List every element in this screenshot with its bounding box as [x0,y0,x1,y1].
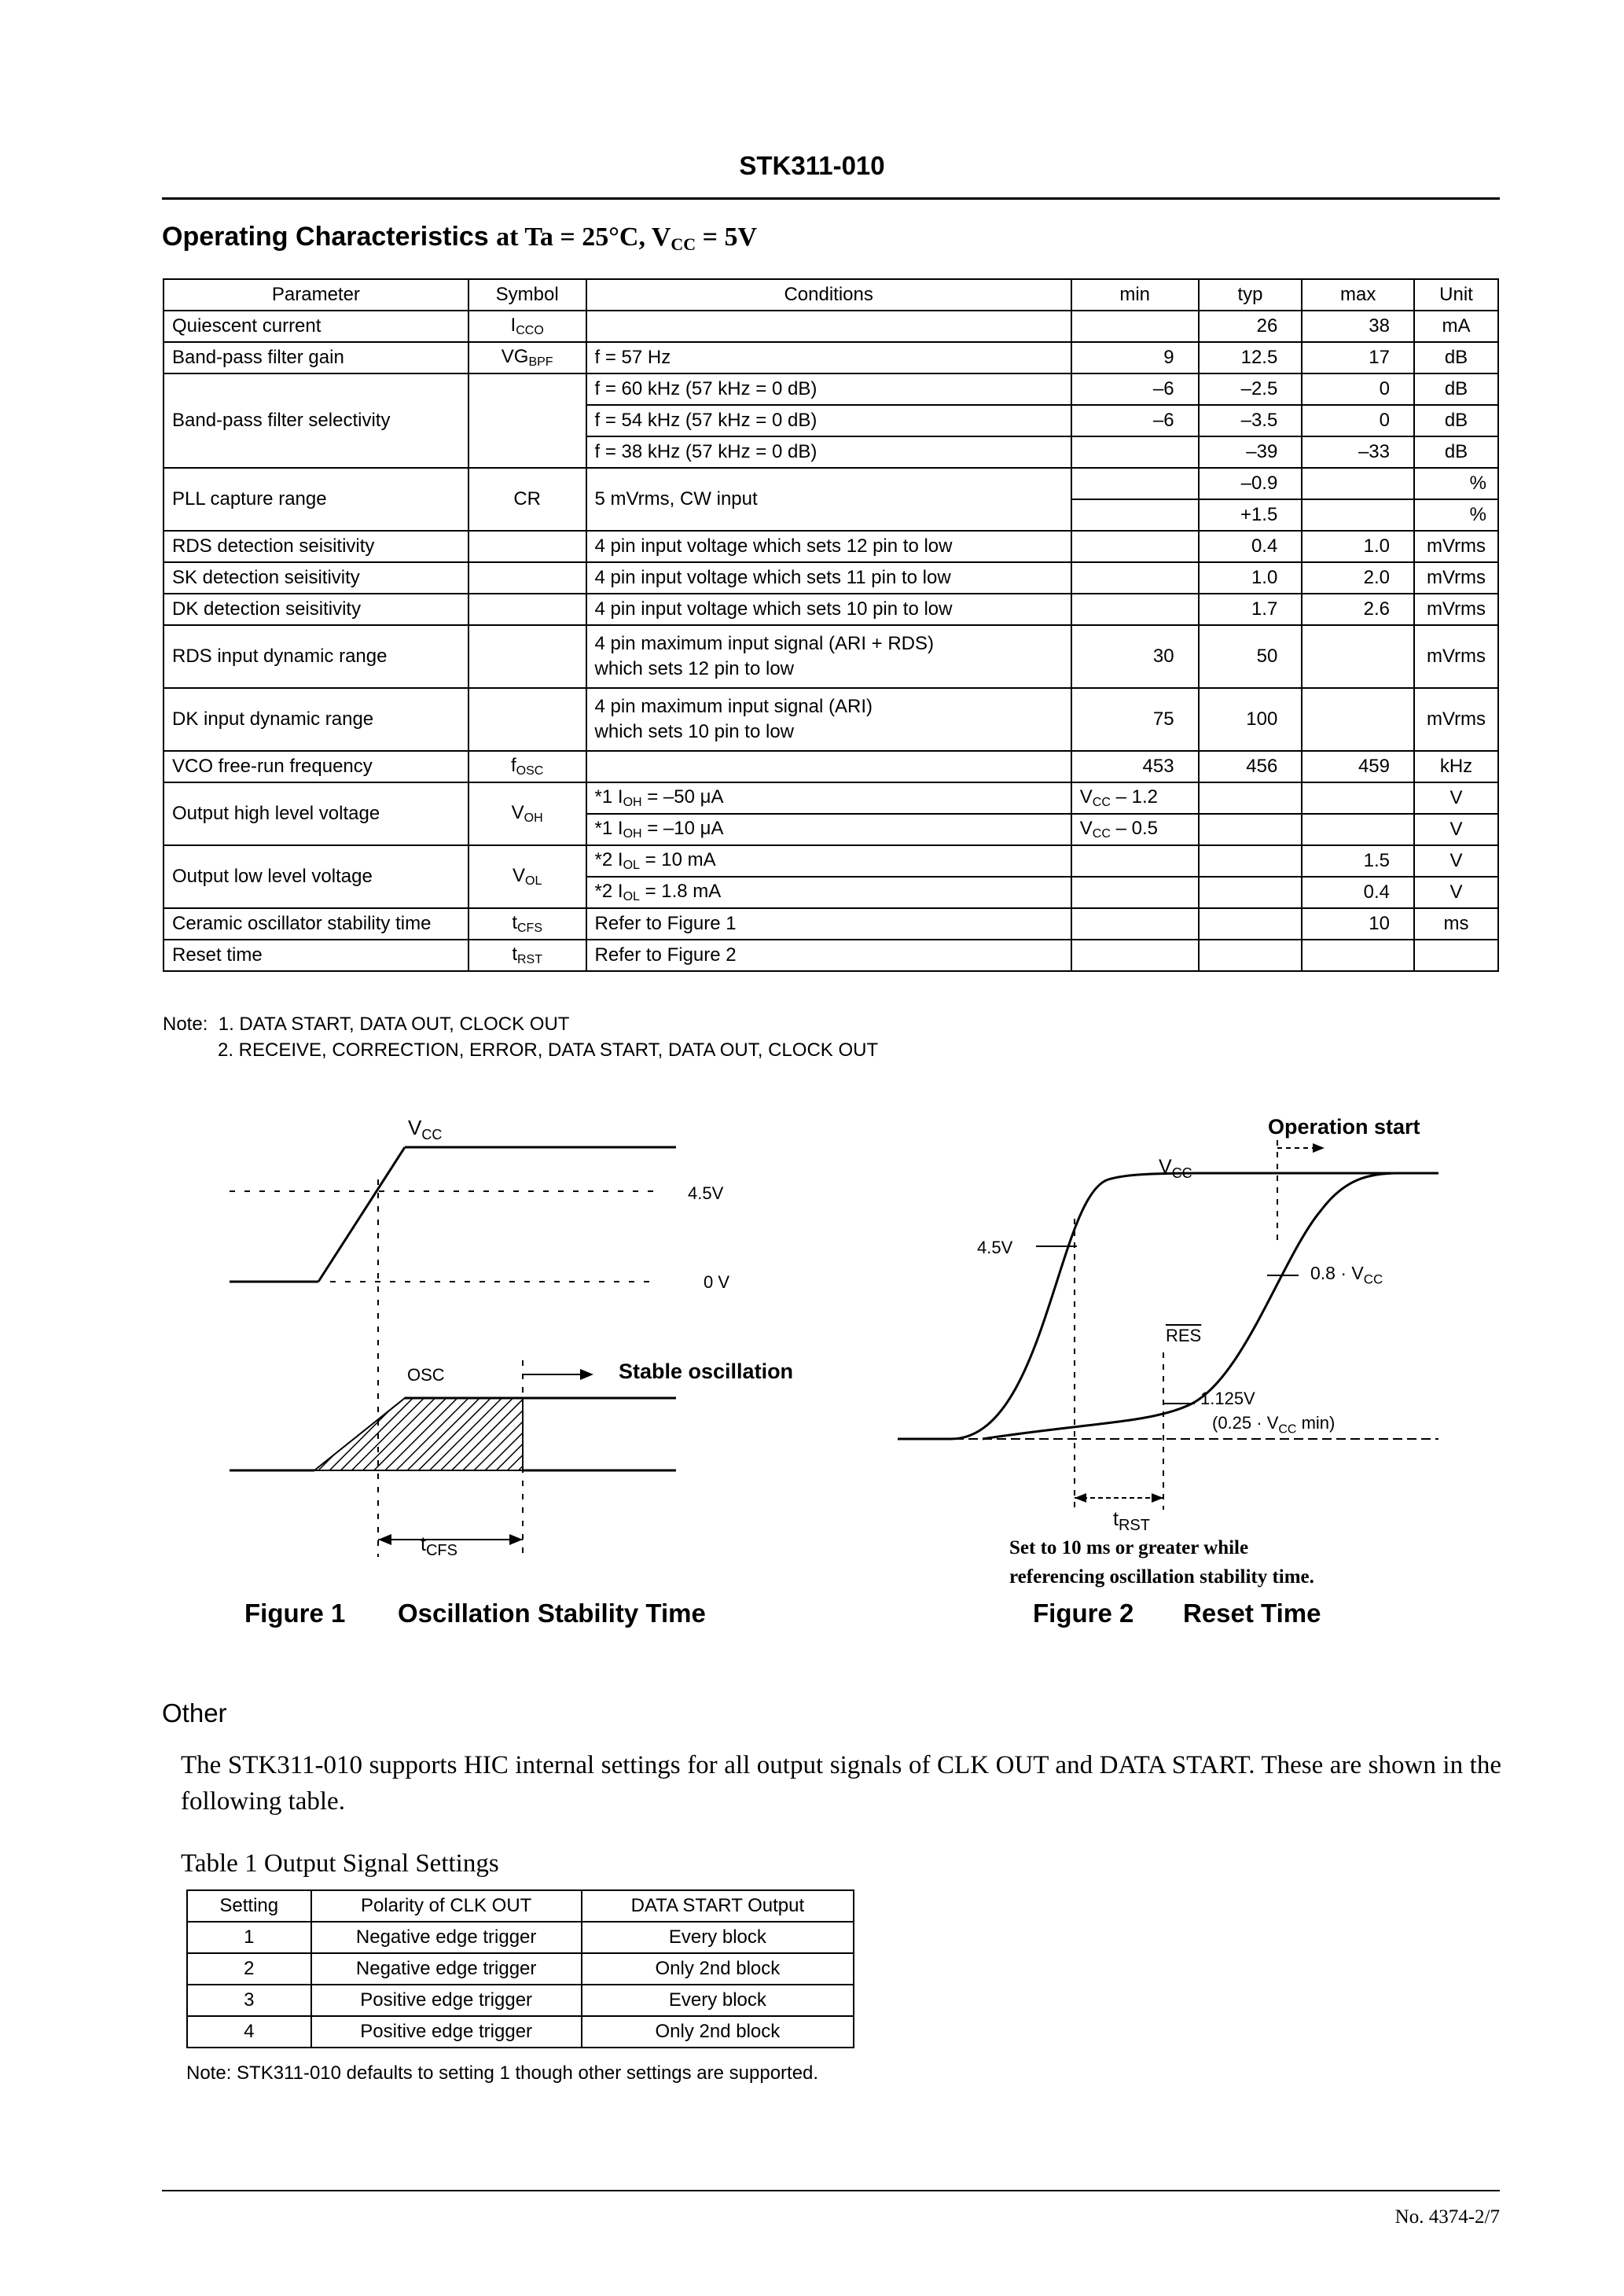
table-notes [163,1011,878,1063]
typ-cell [1199,782,1303,814]
typ-cell [1199,845,1303,877]
footer-rule [162,2190,1500,2191]
cond-cell: *2 $I_{OL} = 1.8$ mA [586,877,1071,908]
table-header-row [164,279,1498,311]
max-cell: 0 [1302,405,1414,436]
typ-cell: –39 [1199,436,1303,468]
max-cell: 1.0 [1302,531,1414,562]
fig1-tcfs-label: $t_{CFS}$ [421,1533,457,1559]
typ-cell: 0.4 [1199,531,1303,562]
symbol-cell: $t_{RST}$ [468,940,586,971]
tcfs-arrow-right [509,1534,523,1545]
param-cell: SK detection seisitivity [164,562,468,594]
table-row [164,531,1498,562]
table-row [164,342,1498,373]
other-heading: Other [162,1698,227,1728]
max-cell [1302,688,1414,751]
unit-cell: % [1414,468,1498,499]
table-row [164,688,1498,751]
operating-characteristics-table [163,278,1499,972]
vcc-rise-curve [898,1173,1438,1439]
fig1-vcc-label: $V_{CC}$ [408,1116,443,1143]
max-cell [1302,499,1414,531]
min-cell: $V_{CC} - 0.5$ [1071,814,1199,845]
fig2-operation-start-label: Operation start [1268,1115,1420,1139]
cond-cell [586,311,1071,342]
min-cell: 9 [1071,342,1199,373]
section-title [162,222,757,255]
param-cell: Band-pass filter selectivity [164,373,468,468]
symbol-cell: $V_{OH}$ [468,782,586,845]
data-start-cell: Every block [582,1985,854,2016]
table-row [164,562,1498,594]
max-cell [1302,625,1414,688]
param-cell: RDS input dynamic range [164,625,468,688]
data-start-cell: Every block [582,1922,854,1953]
symbol-cell: $t_{CFS}$ [468,908,586,940]
param-cell: DK input dynamic range [164,688,468,751]
max-cell [1302,782,1414,814]
cond-cell [586,751,1071,782]
cond-cell: *2 $I_{OL} = 10$ mA [586,845,1071,877]
table-row [164,468,1498,499]
cond-cell: 4 pin input voltage which sets 11 pin to low [586,562,1071,594]
param-cell: VCO free-run frequency [164,751,468,782]
table-row [164,625,1498,688]
typ-cell: +1.5 [1199,499,1303,531]
unit-cell: dB [1414,373,1498,405]
symbol-cell [468,688,586,751]
min-cell [1071,562,1199,594]
figure-2-caption-number: Figure 2 [1033,1599,1134,1628]
min-cell: $V_{CC} - 1.2$ [1071,782,1199,814]
note-line-2: 2. RECEIVE, CORRECTION, ERROR, DATA START, DATA OUT, CLOCK OUT [218,1039,879,1061]
unit-cell: mVrms [1414,688,1498,751]
cond-cell: 4 pin maximum input signal (ARI + RDS) which sets 12 pin to low [586,625,1071,688]
figure-1-caption-title: Oscillation Stability Time [398,1599,706,1628]
stable-arrow-head [580,1369,593,1380]
header-cell: Conditions [586,279,1071,311]
trst-arrow-right [1152,1493,1163,1503]
fig2-08vcc-label: $0.8 \cdot V_{CC}$ [1310,1263,1383,1287]
cond-cell: f = 38 kHz (57 kHz = 0 dB) [586,436,1071,468]
cond-cell: Refer to Figure 2 [586,940,1071,971]
fig2-note-line-1: Set to 10 ms or greater while [1009,1537,1249,1558]
polarity-cell: Positive edge trigger [311,1985,582,2016]
min-cell [1071,468,1199,499]
symbol-cell: $I_{CCO}$ [468,311,586,342]
figure-1-caption-number: Figure 1 [244,1599,346,1628]
min-cell: –6 [1071,405,1199,436]
typ-cell: –3.5 [1199,405,1303,436]
unit-cell: % [1414,499,1498,531]
table-row [164,751,1498,782]
header-cell: max [1302,279,1414,311]
min-cell: 453 [1071,751,1199,782]
min-cell [1071,436,1199,468]
data-start-cell: Only 2nd block [582,1953,854,1985]
unit-cell: ms [1414,908,1498,940]
min-cell [1071,877,1199,908]
header-cell: Unit [1414,279,1498,311]
section-heading: Operating Characteristics [162,222,489,252]
max-cell: 10 [1302,908,1414,940]
table-1-note: Note: STK311-010 defaults to setting 1 though other settings are supported. [186,2062,819,2084]
setting-cell: 1 [187,1922,311,1953]
min-cell [1071,594,1199,625]
max-cell: 2.6 [1302,594,1414,625]
min-cell: 75 [1071,688,1199,751]
param-cell: PLL capture range [164,468,468,531]
param-cell: Output high level voltage [164,782,468,845]
fig1-osc-label: OSC [407,1365,445,1385]
table-1-caption: Table 1 Output Signal Settings [181,1849,499,1878]
typ-cell: 100 [1199,688,1303,751]
table-row [187,1922,854,1953]
fig2-45v-label: 4.5V [977,1238,1013,1257]
typ-cell: –2.5 [1199,373,1303,405]
typ-cell [1199,940,1303,971]
typ-cell: 26 [1199,311,1303,342]
typ-cell [1199,908,1303,940]
other-paragraph: The STK311-010 supports HIC internal settings for all output signals of CLK OUT and DATA START. These are shown in the following table. [181,1751,1501,1816]
header-cell: DATA START Output [582,1890,854,1922]
figure-2-caption-title: Reset Time [1183,1599,1321,1628]
typ-cell: –0.9 [1199,468,1303,499]
unit-cell: mVrms [1414,531,1498,562]
unit-cell: mA [1414,311,1498,342]
table-row [164,782,1498,814]
max-cell [1302,940,1414,971]
fig2-note-line-2: referencing oscillation stability time. [1009,1566,1314,1588]
table-row [164,594,1498,625]
min-cell [1071,845,1199,877]
table-row [164,373,1498,405]
cond-cell: 5 mVrms, CW input [586,468,1071,531]
fig2-trst-label: $t_{RST}$ [1113,1508,1150,1534]
max-cell: 2.0 [1302,562,1414,594]
header-cell: Parameter [164,279,468,311]
symbol-cell: $f_{OSC}$ [468,751,586,782]
max-cell: 0 [1302,373,1414,405]
cond-cell: *1 $I_{OH} = -10$ μA [586,814,1071,845]
max-cell [1302,814,1414,845]
setting-cell: 4 [187,2016,311,2048]
min-cell: 30 [1071,625,1199,688]
table-row [164,311,1498,342]
cond-cell: 4 pin maximum input signal (ARI) which sets 10 pin to low [586,688,1071,751]
typ-cell: 1.0 [1199,562,1303,594]
symbol-cell [468,531,586,562]
param-cell: Reset time [164,940,468,971]
document-title: STK311-010 [739,151,885,180]
cond-cell: 4 pin input voltage which sets 12 pin to low [586,531,1071,562]
unit-cell [1414,940,1498,971]
param-cell: RDS detection seisitivity [164,531,468,562]
setting-cell: 3 [187,1985,311,2016]
polarity-cell: Positive edge trigger [311,2016,582,2048]
max-cell: –33 [1302,436,1414,468]
polarity-cell: Negative edge trigger [311,1953,582,1985]
table-row [164,908,1498,940]
param-cell: Ceramic oscillator stability time [164,908,468,940]
symbol-cell: $VG_{BPF}$ [468,342,586,373]
page-number: No. 4374-2/7 [1394,2206,1500,2228]
unit-cell: mVrms [1414,625,1498,688]
min-cell [1071,311,1199,342]
min-cell [1071,531,1199,562]
typ-cell [1199,814,1303,845]
symbol-cell: CR [468,468,586,531]
param-cell: Output low level voltage [164,845,468,908]
unit-cell: dB [1414,405,1498,436]
max-cell: 38 [1302,311,1414,342]
header-rule [162,197,1500,200]
symbol-cell [468,562,586,594]
cond-cell: 4 pin input voltage which sets 10 pin to low [586,594,1071,625]
header-cell: Setting [187,1890,311,1922]
symbol-cell [468,625,586,688]
header-cell: min [1071,279,1199,311]
unit-cell: dB [1414,342,1498,373]
max-cell: 459 [1302,751,1414,782]
polarity-cell: Negative edge trigger [311,1922,582,1953]
cond-cell: *1 $I_{OH} = -50$ μA [586,782,1071,814]
setting-cell: 2 [187,1953,311,1985]
symbol-cell [468,373,586,468]
max-cell: 1.5 [1302,845,1414,877]
header-cell: typ [1199,279,1303,311]
note-line-1: Note: 1. DATA START, DATA OUT, CLOCK OUT [163,1014,570,1035]
tcfs-arrow-left [378,1534,391,1545]
table-header-row [187,1890,854,1922]
min-cell [1071,940,1199,971]
fig1-45v-label: 4.5V [688,1183,724,1203]
fig2-res-label: $\overline{RES}$ [1166,1326,1202,1345]
vcc-ramp [318,1147,405,1282]
fig2-vcc-label: $V_{CC}$ [1159,1156,1192,1181]
param-cell: Quiescent current [164,311,468,342]
param-cell: Band-pass filter gain [164,342,468,373]
param-cell: DK detection seisitivity [164,594,468,625]
data-start-cell: Only 2nd block [582,2016,854,2048]
min-cell: –6 [1071,373,1199,405]
unit-cell: V [1414,814,1498,845]
header-cell: Polarity of CLK OUT [311,1890,582,1922]
res-rise-curve [983,1173,1399,1439]
trst-arrow-left [1075,1493,1086,1503]
fig2-025vcc-label: ($0.25 \cdot V_{CC}$ min) [1212,1413,1336,1437]
typ-cell: 1.7 [1199,594,1303,625]
output-signal-settings-table [186,1889,854,2048]
table-row [187,1985,854,2016]
table-row [164,845,1498,877]
max-cell: 17 [1302,342,1414,373]
header-cell: Symbol [468,279,586,311]
table-row [164,940,1498,971]
unit-cell: mVrms [1414,562,1498,594]
min-cell [1071,908,1199,940]
typ-cell: 456 [1199,751,1303,782]
fig2-1125v-label: 1.125V [1200,1389,1255,1408]
table-row [187,2016,854,2048]
typ-cell: 50 [1199,625,1303,688]
cond-cell: Refer to Figure 1 [586,908,1071,940]
unit-cell: V [1414,782,1498,814]
cond-cell: f = 54 kHz (57 kHz = 0 dB) [586,405,1071,436]
max-cell [1302,468,1414,499]
operation-start-arrow-head [1313,1143,1325,1153]
osc-hatched-region [314,1398,523,1470]
fig1-stable-oscillation-label: Stable oscillation [619,1360,794,1383]
cond-cell: f = 60 kHz (57 kHz = 0 dB) [586,373,1071,405]
fig1-0v-label: 0 V [704,1272,730,1292]
table-row [187,1953,854,1985]
typ-cell: 12.5 [1199,342,1303,373]
cond-cell: f = 57 Hz [586,342,1071,373]
unit-cell: V [1414,877,1498,908]
unit-cell: dB [1414,436,1498,468]
symbol-cell [468,594,586,625]
unit-cell: V [1414,845,1498,877]
unit-cell: kHz [1414,751,1498,782]
min-cell [1071,499,1199,531]
section-conditions: at Ta = 25°C, $V_{CC} = 5V$ [496,223,758,254]
typ-cell [1199,877,1303,908]
symbol-cell: $V_{OL}$ [468,845,586,908]
max-cell: 0.4 [1302,877,1414,908]
unit-cell: mVrms [1414,594,1498,625]
